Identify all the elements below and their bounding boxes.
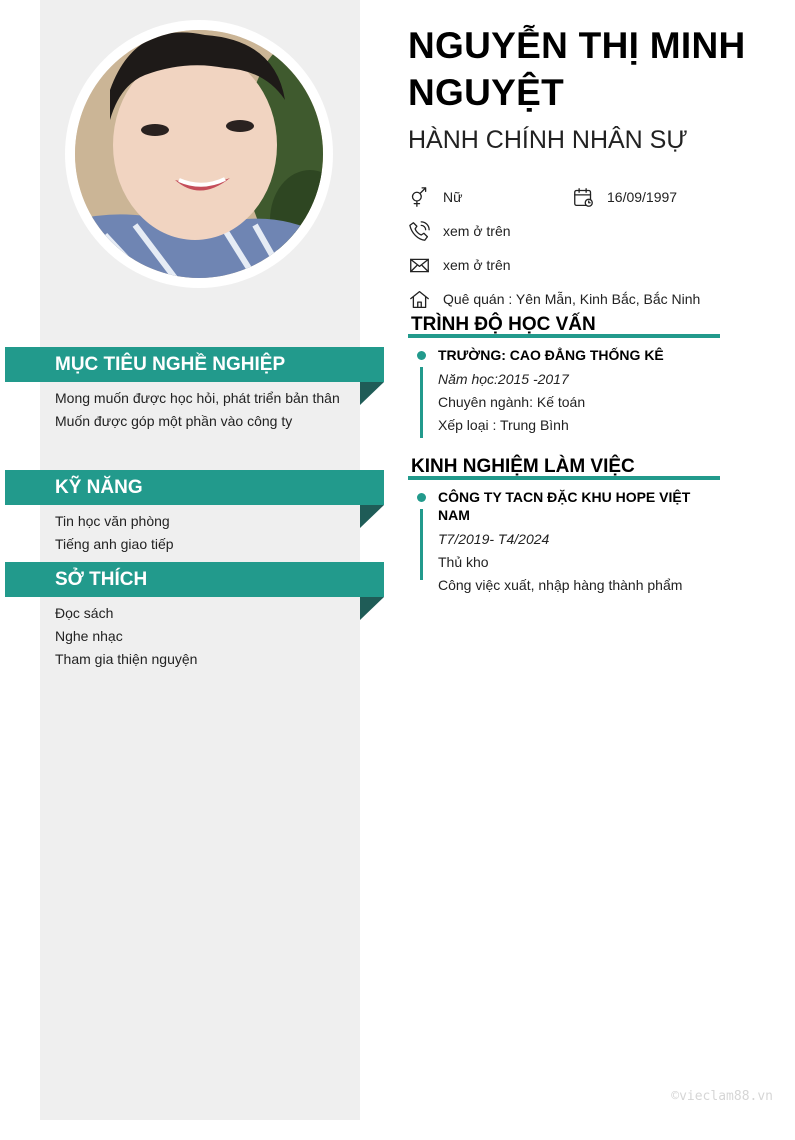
work-period: T7/2019- T4/2024 (438, 531, 550, 547)
school-grade: Xếp loại : Trung Bình (438, 417, 569, 433)
objective-section (0, 347, 384, 433)
objective-title: MỤC TIÊU NGHỀ NGHIỆP (5, 347, 384, 382)
gender-icon (408, 186, 430, 208)
phone-icon (408, 220, 430, 242)
birthday-value: 16/09/1997 (607, 189, 678, 205)
watermark: ©vieclam88.vn (671, 1089, 773, 1104)
home-icon (408, 288, 430, 310)
gender-row (408, 186, 462, 208)
email-value: xem ở trên (443, 257, 511, 273)
address-row (408, 288, 700, 310)
ribbon-fold (360, 505, 384, 528)
job-description: Công việc xuất, nhập hàng thành phẩm (438, 577, 683, 593)
list-item: Muốn được góp một phần vào công ty (55, 413, 293, 429)
timeline-dot (417, 351, 426, 360)
hobbies-title: SỞ THÍCH (5, 562, 384, 597)
email-row (408, 254, 511, 276)
candidate-position: HÀNH CHÍNH NHÂN SỰ (408, 126, 688, 154)
avatar (75, 30, 323, 278)
avatar-photo (75, 30, 323, 278)
education-section (408, 311, 720, 437)
ribbon-fold (360, 382, 384, 405)
education-title: TRÌNH ĐỘ HỌC VẤN (408, 311, 720, 338)
job-role: Thủ kho (438, 554, 489, 570)
hobbies-section (0, 562, 384, 671)
education-entry (408, 346, 720, 437)
calendar-icon (572, 186, 594, 208)
list-item: Mong muốn được học hỏi, phát triển bản thân (55, 390, 340, 406)
skills-section (0, 470, 384, 556)
birthday-row (572, 186, 677, 208)
experience-title: KINH NGHIỆM LÀM VIỆC (408, 453, 720, 480)
avatar-frame (65, 20, 333, 288)
timeline-line (420, 367, 423, 438)
phone-row (408, 220, 511, 242)
phone-value: xem ở trên (443, 223, 511, 239)
list-item: Tham gia thiện nguyện (55, 651, 198, 667)
list-item: Tiếng anh giao tiếp (55, 536, 174, 552)
experience-section (408, 453, 720, 597)
hobbies-list (0, 597, 384, 671)
gender-value: Nữ (443, 189, 463, 205)
list-item: Đọc sách (55, 605, 114, 621)
ribbon-fold (360, 597, 384, 620)
list-item: Tin học văn phòng (55, 513, 170, 529)
objective-list (0, 382, 384, 433)
skills-list (0, 505, 384, 556)
address-value: Quê quán : Yên Mẫn, Kinh Bắc, Bắc Ninh (443, 291, 701, 307)
list-item: Nghe nhạc (55, 628, 123, 644)
timeline-dot (417, 493, 426, 502)
experience-entry (408, 488, 720, 597)
school-name: TRƯỜNG: CAO ĐẲNG THỐNG KÊ (438, 347, 664, 363)
company-name: CÔNG TY TACN ĐẶC KHU HOPE VIỆT NAM (438, 489, 691, 523)
school-major: Chuyên ngành: Kế toán (438, 394, 586, 410)
candidate-name: NGUYỄN THỊ MINH NGUYỆT (408, 25, 746, 113)
mail-icon (408, 254, 430, 276)
timeline-line (420, 509, 423, 580)
skills-title: KỸ NĂNG (5, 470, 384, 505)
school-years: Năm học:2015 -2017 (438, 371, 569, 387)
